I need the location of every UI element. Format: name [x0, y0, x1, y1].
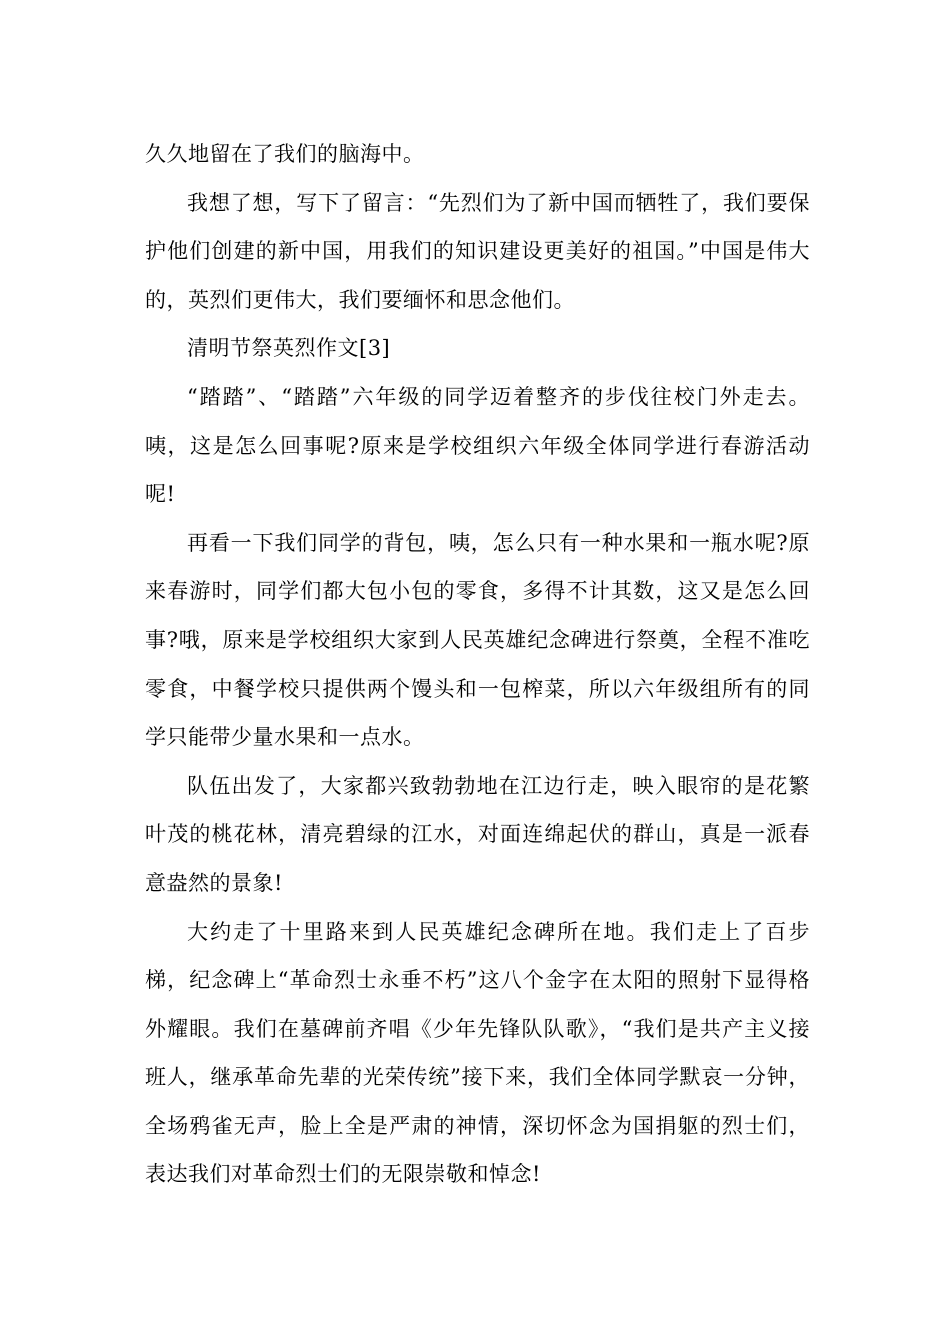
paragraph-3: “踏踏”、“踏踏”六年级的同学迈着整齐的步伐往校门外走去。咦，这是怎么回事呢?原来是学校组织六年级全体同学进行春游活动呢!	[145, 384, 810, 507]
paragraph-5: 队伍出发了，大家都兴致勃勃地在江边行走，映入眼帘的是花繁叶茂的桃花林，清亮碧绿的江水，对面连绵起伏的群山，真是一派春意盎然的景象!	[145, 773, 810, 895]
paragraph-4: 再看一下我们同学的背包，咦，怎么只有一种水果和一瓶水呢?原来春游时，同学们都大包小包的零食，多得不计其数，这又是怎么回事?哦，原来是学校组织大家到人民英雄纪念碑进行祭奠，全程不准吃零食，中餐学校只提供两个馒头和一包榨菜，所以六年级组所有的同学只能带少量水果和一点水。	[145, 530, 810, 750]
paragraph-2: 我想了想，写下了留言：“先烈们为了新中国而牺牲了，我们要保护他们创建的新中国，用我们的知识建设更美好的祖国。”中国是伟大的，英烈们更伟大，我们要缅怀和思念他们。	[145, 190, 810, 312]
paragraph-1: 久久地留在了我们的脑海中。	[145, 142, 425, 166]
document-body	[145, 130, 810, 1199]
paragraph-6: 大约走了十里路来到人民英雄纪念碑所在地。我们走上了百步梯，纪念碑上“革命烈士永垂不朽”这八个金字在太阳的照射下显得格外耀眼。我们在墓碑前齐唱《少年先锋队队歌》，“我们是共产主义接班人，继承革命先辈的光荣传统”接下来，我们全体同学默哀一分钟，全场鸦雀无声，脸上全是严肃的神情，深切怀念为国捐躯的烈士们，表达我们对革命烈士们的无限崇敬和悼念!	[145, 919, 810, 1187]
section-heading: 清明节祭英烈作文[3]	[187, 336, 391, 361]
